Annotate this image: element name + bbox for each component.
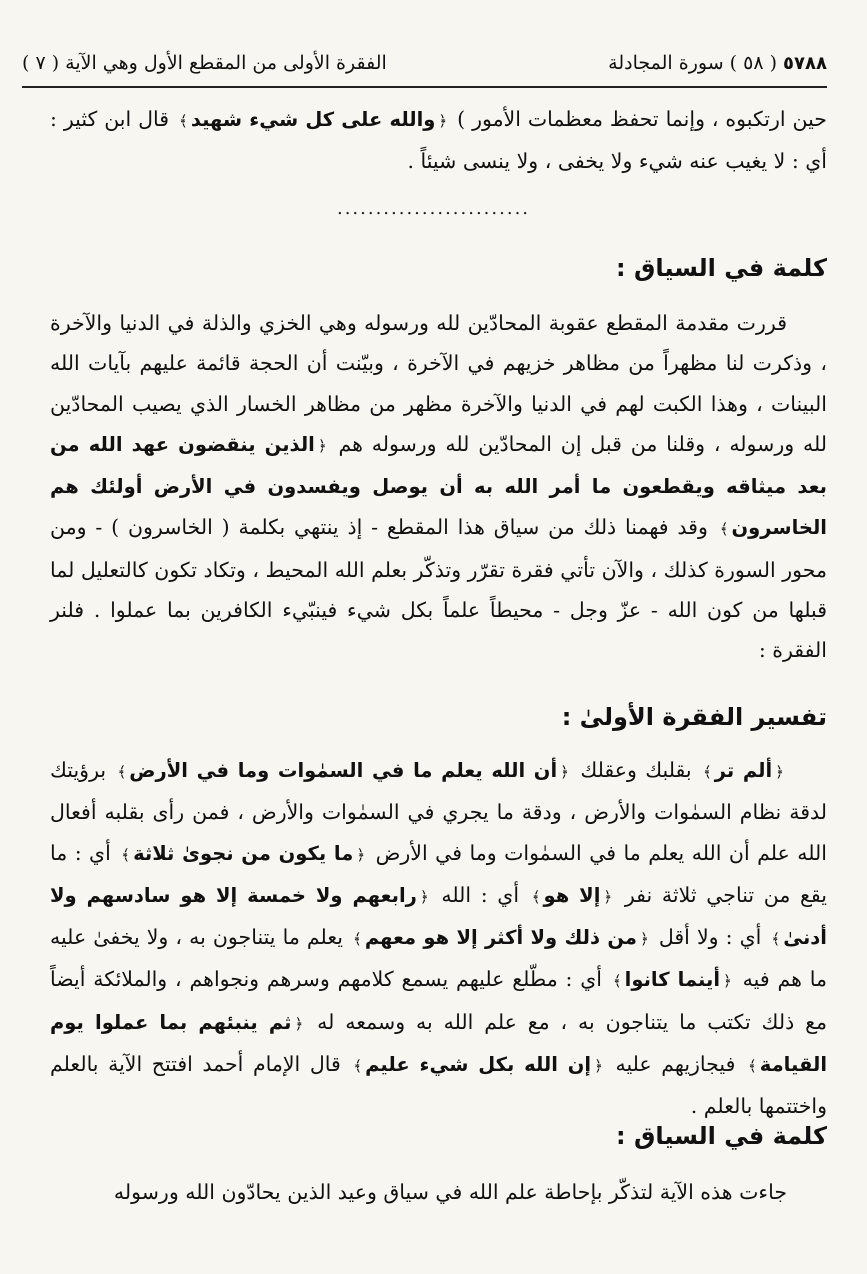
- para3-text: أي : الله: [441, 882, 520, 907]
- para3-text: أي : ما يقع من تناجي ثلاثة نفر: [50, 840, 827, 907]
- quran-quote: ما يكون من نجوىٰ ثلاثة: [133, 841, 354, 865]
- header-page-info: [608, 52, 827, 74]
- para3-text: أي : ولا أقل: [658, 925, 762, 950]
- para1-text-2: قال ابن كثير : أي : لا يغيب عنه شيء ولا يخفى ، ولا ينسى شيئاً .: [50, 107, 827, 174]
- para3-text: فيجازيهم عليه: [615, 1052, 736, 1077]
- ornate-bracket-open-icon: ﴿: [356, 845, 366, 864]
- ornate-bracket-close-icon: ﴾: [747, 1057, 757, 1076]
- header-divider: [22, 86, 827, 88]
- para3-text: بقلبك وعقلك: [580, 758, 692, 782]
- ornate-bracket-open-icon: ﴿: [723, 972, 732, 991]
- ornate-bracket-close-icon: ﴾: [353, 930, 362, 949]
- paragraph-4: [50, 1172, 827, 1212]
- quran-quote: ثم ينبئهم بما عملوا يوم القيامة: [50, 1010, 828, 1077]
- quran-quote: إلا هو: [543, 883, 601, 907]
- heading-context-1: كلمة في السياق :: [616, 254, 827, 282]
- quran-quote: ألم تر: [714, 759, 773, 782]
- quran-quote: أن الله يعلم ما في السمٰوات وما في الأرض: [129, 759, 558, 782]
- running-header: [22, 52, 827, 74]
- ornate-bracket-close-icon: ﴾: [771, 930, 781, 949]
- quran-quote: إن الله بكل شيء عليم: [365, 1053, 592, 1077]
- paragraph-2: [50, 303, 827, 671]
- paragraph-3: [50, 750, 827, 1127]
- para2-text-1: قررت مقدمة المقطع عقوبة المحادّين لله ورسوله وهي الخزي والذلة في الدنيا والآخرة ، وذكرت لنا مظهراً من مظاهر خزيهم في الآخرة ، وبيّنت أن الحجة قائمة عليهم بآيات الله البينات ، وهذا الكبت لهم في الدنيا والآخرة مظهر من مظاهر الخسار الذي يصيب المحادّين لله ورسوله ، وقلنا من قبل إن المحادّين لله ورسوله هم: [50, 311, 827, 456]
- ornate-bracket-open-icon: ﴿: [603, 887, 613, 906]
- paragraph-1: [50, 99, 827, 182]
- para4-text: جاءت هذه الآية لتذكّر بإحاطة علم الله في سياق وعيد الذين يحادّون الله ورسوله: [113, 1180, 787, 1204]
- para1-text-1: حين ارتكبوه ، وإنما تحفظ معظمات الأمور ): [457, 107, 827, 131]
- ornate-bracket-open-icon: ﴿: [438, 112, 448, 130]
- heading-tafsir: تفسير الفقرة الأولىٰ :: [561, 703, 827, 731]
- ornate-bracket-close-icon: ﴾: [719, 520, 729, 539]
- ornate-bracket-open-icon: ﴿: [317, 436, 327, 455]
- heading-context-2: كلمة في السياق :: [616, 1122, 827, 1150]
- quran-quote: الذين ينقضون عهد الله من بعد ميثاقه ويقطعون ما أمر الله به أن يوصل ويفسدون في الأرض أولئك هم الخاسرون: [50, 432, 827, 540]
- section-title: الفقرة الأولى من المقطع الأول وهي الآية ( ٧ ): [22, 52, 387, 74]
- ornate-bracket-close-icon: ﴾: [702, 763, 712, 781]
- section-separator: .........................: [336, 198, 531, 219]
- surah-name: ( ٥٨ ) سورة المجادلة: [608, 52, 777, 74]
- ornate-bracket-close-icon: ﴾: [121, 845, 131, 864]
- para3-text: برؤيتك لدقة نظام السمٰوات والأرض ، ودقة ما يجري في السمٰوات والأرض ، فمن رأى بقلبه أفعال الله علم أن الله يعلم ما في السمٰوات وما في الأرض: [50, 758, 827, 865]
- ornate-bracket-open-icon: ﴿: [639, 930, 649, 949]
- para3-text: يعلم ما يتناجون به ، ولا يخفىٰ عليه ما هم فيه: [50, 925, 827, 992]
- quran-quote: رابعهم ولا خمسة إلا هو سادسهم ولا أدنىٰ: [50, 883, 827, 950]
- ornate-bracket-close-icon: ﴾: [531, 887, 541, 906]
- page-number: ٥٧٨٨: [783, 53, 827, 74]
- para3-text: أي : مطّلع عليهم يسمع كلامهم وسرهم ونجواهم ، والملائكة أيضاً مع ذلك تكتب ما يتناجون به ، مع علم الله به وسمعه له: [50, 967, 827, 1034]
- ornate-bracket-open-icon: ﴿: [419, 887, 429, 906]
- quran-quote: والله على كل شيء شهيد: [190, 108, 436, 131]
- quran-quote: من ذلك ولا أكثر إلا هو معهم: [364, 926, 637, 950]
- ornate-bracket-open-icon: ﴿: [775, 763, 784, 781]
- ornate-bracket-close-icon: ﴾: [117, 763, 127, 781]
- quran-quote: أينما كانوا: [624, 968, 721, 992]
- para3-text: قال الإمام أحمد افتتح الآية بالعلم واختتمها بالعلم .: [50, 1052, 827, 1119]
- para2-text-2: وقد فهمنا ذلك من سياق هذا المقطع - إذ ينتهي بكلمة ( الخاسرون ) - ومن محور السورة كذلك ، والآن تأتي فقرة تقرّر وتذكّر بعلم الله المحيط ، وتكاد تكون كالتعليل لما قبلها من كون الله - عزّ وجل - محيطاً علماً بكل شيء فينبّيء الكافرين بما عملوا . فلنر الفقرة :: [50, 515, 827, 663]
- ornate-bracket-open-icon: ﴿: [594, 1057, 603, 1076]
- ornate-bracket-open-icon: ﴿: [294, 1014, 304, 1033]
- ornate-bracket-open-icon: ﴿: [560, 763, 569, 781]
- ornate-bracket-close-icon: ﴾: [179, 112, 188, 130]
- ornate-bracket-close-icon: ﴾: [353, 1057, 363, 1076]
- ornate-bracket-close-icon: ﴾: [612, 972, 622, 991]
